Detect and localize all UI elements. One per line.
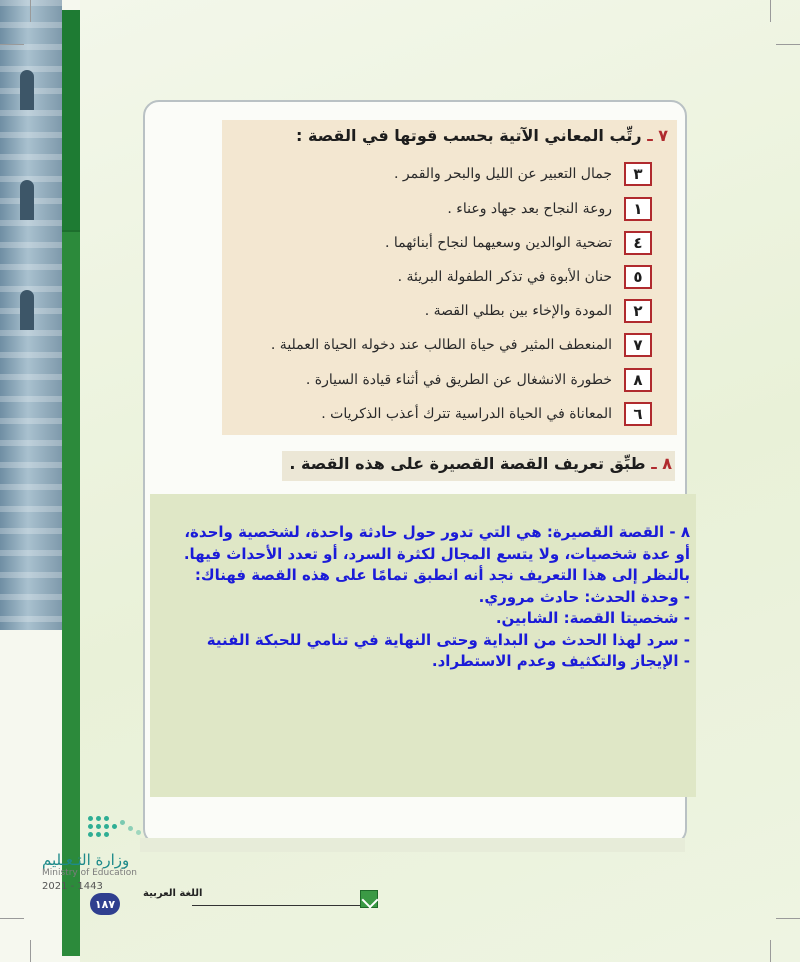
crop-mark	[776, 44, 800, 45]
question7-text: رتِّب المعاني الآتية بحسب قوتها في القصة :	[295, 126, 642, 145]
ministry-year: 2021 - 1443	[42, 881, 103, 892]
rank-item-text: حنان الأبوة في تذكر الطفولة البريئة .	[397, 269, 612, 285]
rank-number-box: ١	[624, 197, 652, 221]
answer-bottom-strip	[140, 838, 685, 852]
rank-item	[394, 161, 652, 187]
book-icon	[360, 890, 378, 908]
crop-mark	[0, 918, 24, 919]
page-number: ١٨٧	[90, 893, 120, 915]
answer-text	[170, 522, 690, 673]
rank-item-text: تضحية الوالدين وسعيهما لنجاح أبنائهما .	[384, 235, 612, 251]
crop-mark	[30, 0, 31, 22]
answer-line: - الإيجاز والتكثيف وعدم الاستطراد.	[431, 652, 690, 670]
answer-line: - شخصيتا القصة: الشابين.	[495, 609, 690, 627]
rank-item-text: جمال التعبير عن الليل والبحر والقمر .	[394, 166, 612, 182]
rank-item	[385, 230, 652, 256]
rank-item-text: المعاناة في الحياة الدراسية تترك أعذب الذكريات .	[321, 406, 612, 422]
rank-number-box: ٦	[624, 402, 652, 426]
rank-number-box: ٨	[624, 368, 652, 392]
side-stripe	[62, 10, 80, 956]
answer-line: بالنظر إلى هذا التعريف نجد أنه انطبق تمامًا على هذه القصة فهناك:	[194, 566, 690, 584]
crop-mark	[770, 0, 771, 22]
rank-item-text: المنعطف المثير في حياة الطالب عند دخوله الحياة العملية .	[270, 337, 612, 353]
building-illustration	[0, 0, 62, 630]
rank-item	[398, 264, 652, 290]
ministry-name-english: Ministry of Education	[42, 868, 137, 878]
rank-item	[447, 196, 652, 222]
rank-item	[306, 367, 652, 393]
rank-number-box: ٥	[624, 265, 652, 289]
rank-item-text: روعة النجاح بعد جهاد وعناء .	[447, 201, 612, 217]
rank-item-text: خطورة الانشغال عن الطريق في أثناء قيادة السيارة .	[305, 372, 612, 388]
crop-mark	[776, 918, 800, 919]
rank-item-text: المودة والإخاء بين بطلي القصة .	[424, 303, 612, 319]
building-window	[20, 180, 34, 220]
ministry-name-arabic: وزارة التـعـليم	[42, 851, 130, 869]
answer-line: - سرد لهذا الحدث من البداية وحتى النهاية في تنامي للحبكة الفنية	[206, 630, 690, 649]
rank-number-box: ٧	[624, 333, 652, 357]
answer-line: - وحدة الحدث: حادث مروري.	[478, 587, 690, 606]
rank-number-box: ٣	[624, 162, 652, 186]
answer-line: ٨ - القصة القصيرة: هي التي تدور حول حادثة واحدة، لشخصية واحدة،	[184, 523, 690, 541]
question8-number: ٨ ـ	[651, 454, 672, 473]
side-stripe-light	[62, 232, 80, 956]
footer-divider	[192, 905, 360, 906]
rank-number-box: ٤	[624, 231, 652, 255]
building-window	[20, 70, 34, 110]
crop-mark	[0, 44, 24, 45]
crop-mark	[30, 940, 31, 962]
ministry-logo-icon	[88, 812, 148, 838]
question7-number: ٧ ـ	[647, 126, 668, 145]
rank-item	[321, 401, 652, 427]
rank-number-box: ٢	[624, 299, 652, 323]
rank-item	[271, 332, 652, 358]
question8-title	[289, 454, 672, 473]
crop-mark	[770, 940, 771, 962]
building-window	[20, 290, 34, 330]
book-title: اللغة العربية	[143, 888, 203, 899]
question7-title	[296, 126, 668, 145]
answer-line: أو عدة شخصيات، ولا يتسع المجال لكثرة السرد، أو تعدد الأحداث فيها.	[183, 544, 690, 563]
question8-text: طبِّق تعريف القصة القصيرة على هذه القصة .	[289, 454, 646, 473]
rank-item	[425, 298, 652, 324]
